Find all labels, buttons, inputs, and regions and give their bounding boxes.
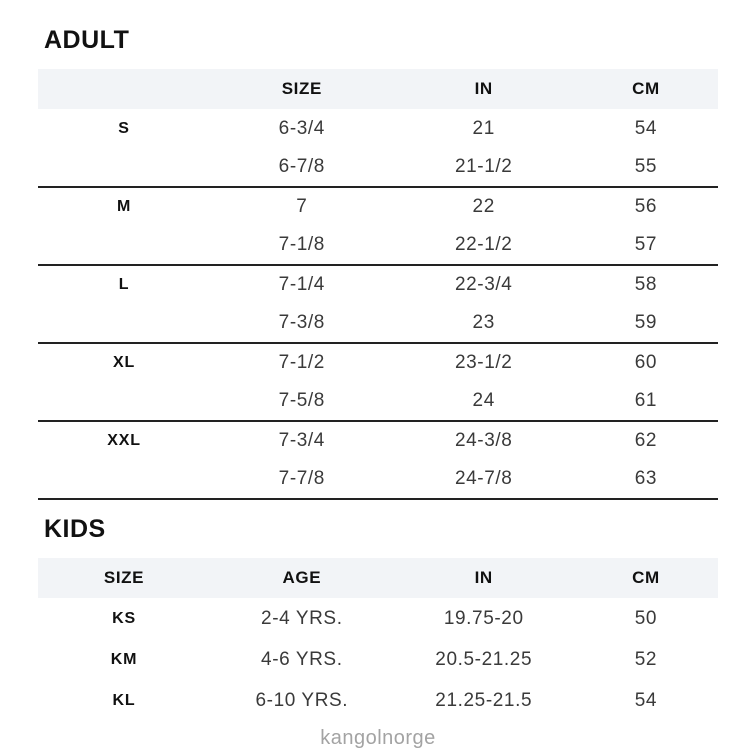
kids-header-in: IN <box>394 558 574 598</box>
size-value-cell: 7-3/4 <box>278 430 325 451</box>
size-label-cell: M <box>116 198 132 215</box>
cm-value-cell: 50 <box>634 607 658 629</box>
size-label-cell <box>38 304 210 343</box>
cm-value-cell: 54 <box>634 117 658 139</box>
adult-header-size: SIZE <box>210 69 394 109</box>
adult-header-row <box>38 69 718 109</box>
cm-value-cell: 62 <box>634 430 658 451</box>
table-row <box>38 680 718 721</box>
size-label-cell: KM <box>110 650 138 668</box>
kids-header-cm: CM <box>574 558 718 598</box>
size-label-cell <box>38 460 210 499</box>
table-row <box>38 343 718 382</box>
table-row <box>38 639 718 680</box>
cm-value-cell: 57 <box>574 226 718 265</box>
cm-value-cell: 52 <box>634 648 658 670</box>
age-value-cell: 2-4 YRS. <box>261 607 343 629</box>
size-value-cell: 7-1/8 <box>210 226 394 265</box>
adult-size-table <box>38 69 718 500</box>
cm-value-cell: 60 <box>634 352 658 373</box>
in-value-cell: 23-1/2 <box>454 352 513 373</box>
brand-watermark: kangolnorge <box>320 727 436 749</box>
adult-header-in: IN <box>394 69 574 109</box>
in-value-cell: 24-7/8 <box>394 460 574 499</box>
size-value-cell: 7-5/8 <box>210 382 394 421</box>
adult-header-cm: CM <box>574 69 718 109</box>
size-label-cell: L <box>118 276 130 293</box>
size-label-cell: XL <box>112 354 136 371</box>
cm-value-cell: 58 <box>634 274 658 295</box>
size-value-cell: 7-1/4 <box>278 274 325 295</box>
size-value-cell: 6-3/4 <box>278 117 325 139</box>
table-row <box>38 304 718 343</box>
adult-header-blank <box>38 69 210 109</box>
table-row <box>38 265 718 304</box>
table-row <box>38 421 718 460</box>
table-row <box>38 598 718 639</box>
size-value-cell: 6-7/8 <box>210 148 394 187</box>
cm-value-cell: 61 <box>574 382 718 421</box>
size-label-cell <box>38 226 210 265</box>
in-value-cell: 24 <box>394 382 574 421</box>
table-row <box>38 382 718 421</box>
adult-section-title: ADULT <box>44 26 130 54</box>
age-value-cell: 6-10 YRS. <box>255 689 349 711</box>
cm-value-cell: 63 <box>574 460 718 499</box>
table-row <box>38 226 718 265</box>
size-label-cell: KL <box>112 691 136 709</box>
size-value-cell: 7 <box>296 196 308 217</box>
size-label-cell <box>38 148 210 187</box>
table-row <box>38 109 718 148</box>
size-label-cell: S <box>118 119 130 137</box>
kids-section-title: KIDS <box>44 515 106 543</box>
kids-header-row <box>38 558 718 598</box>
cm-value-cell: 59 <box>574 304 718 343</box>
in-value-cell: 22-1/2 <box>394 226 574 265</box>
kids-size-table <box>38 558 718 721</box>
size-value-cell: 7-1/2 <box>278 352 325 373</box>
size-label-cell <box>38 382 210 421</box>
cm-value-cell: 55 <box>574 148 718 187</box>
kids-header-age: AGE <box>210 558 394 598</box>
in-value-cell: 23 <box>394 304 574 343</box>
age-value-cell: 4-6 YRS. <box>261 648 343 670</box>
cm-value-cell: 56 <box>634 196 658 217</box>
table-row <box>38 148 718 187</box>
in-value-cell: 19.75-20 <box>443 607 524 629</box>
table-row <box>38 460 718 499</box>
kids-header-size: SIZE <box>38 558 210 598</box>
size-label-cell: XXL <box>107 432 141 449</box>
in-value-cell: 22 <box>472 196 495 217</box>
table-row <box>38 187 718 226</box>
size-value-cell: 7-3/8 <box>210 304 394 343</box>
size-label-cell: KS <box>112 609 136 627</box>
cm-value-cell: 54 <box>634 689 658 711</box>
in-value-cell: 22-3/4 <box>454 274 513 295</box>
in-value-cell: 21 <box>472 117 495 139</box>
in-value-cell: 21.25-21.5 <box>435 689 533 711</box>
in-value-cell: 20.5-21.25 <box>435 648 533 670</box>
in-value-cell: 21-1/2 <box>394 148 574 187</box>
size-value-cell: 7-7/8 <box>210 460 394 499</box>
in-value-cell: 24-3/8 <box>454 430 513 451</box>
